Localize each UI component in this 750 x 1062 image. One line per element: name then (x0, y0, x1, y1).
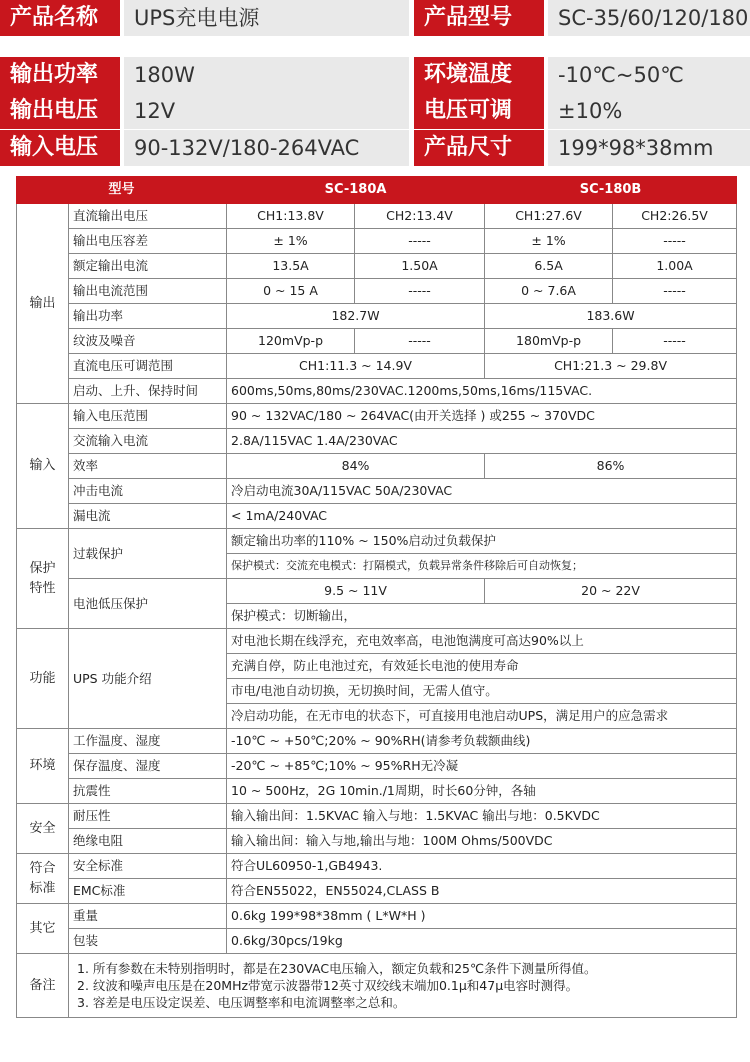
product-summary (0, 0, 750, 166)
category-notes: 备注 (17, 954, 69, 1018)
table-row (17, 204, 737, 229)
cell: 1.00A (613, 254, 737, 279)
row-label: 输出电流范围 (69, 279, 227, 304)
row-label: 输出功率 (69, 304, 227, 329)
row-label: EMC标准 (69, 879, 227, 904)
cell: CH1:21.3 ~ 29.8V (485, 354, 737, 379)
model-b-header: SC-180B (485, 177, 737, 204)
summary-value: 90-132V/180-264VAC (124, 130, 409, 166)
note-line: 3. 容差是电压设定误差、电压调整率和电流调整率之总和。 (77, 995, 406, 1010)
row-label: 额定输出电流 (69, 254, 227, 279)
summary-row (0, 130, 750, 166)
model-a-header: SC-180A (227, 177, 485, 204)
note-line: 1. 所有参数在未特别指明时，都是在230VAC电压输入，额定负载和25℃条件下测量所得值。 (77, 961, 597, 976)
table-row (17, 454, 737, 479)
category-standards (17, 854, 69, 904)
table-row (17, 929, 737, 954)
row-label: 直流输出电压 (69, 204, 227, 229)
cell: 86% (485, 454, 737, 479)
table-row (17, 429, 737, 454)
notes-cell (69, 954, 737, 1018)
table-row (17, 854, 737, 879)
summary-value: UPS充电电源 (124, 0, 409, 36)
cell: 对电池长期在线浮充，充电效率高，电池饱满度可高达90%以上 (227, 629, 737, 654)
summary-label: 产品型号 (414, 0, 544, 36)
cell: 183.6W (485, 304, 737, 329)
table-row (17, 729, 737, 754)
table-row (17, 379, 737, 404)
cell: 0 ~ 15 A (227, 279, 355, 304)
cell: 0.6kg/30pcs/19kg (227, 929, 737, 954)
table-row (17, 354, 737, 379)
row-label: 过载保护 (69, 529, 227, 579)
cell: CH1:13.8V (227, 204, 355, 229)
summary-value: 199*98*38mm (548, 130, 750, 166)
cell: CH1:27.6V (485, 204, 613, 229)
summary-row (0, 93, 750, 129)
summary-label: 环境温度 (414, 57, 544, 93)
row-label: 直流电压可调范围 (69, 354, 227, 379)
category-safety: 安全 (17, 804, 69, 854)
cell: 输入输出间：输入与地,输出与地：100M Ohms/500VDC (227, 829, 737, 854)
table-row (17, 229, 737, 254)
summary-label: 输出功率 (0, 57, 120, 93)
category-input: 输入 (17, 404, 69, 529)
table-row (17, 754, 737, 779)
row-label: 安全标准 (69, 854, 227, 879)
cell: CH2:26.5V (613, 204, 737, 229)
row-label: 重量 (69, 904, 227, 929)
row-label: 抗震性 (69, 779, 227, 804)
row-label: 效率 (69, 454, 227, 479)
cell: 20 ~ 22V (485, 579, 737, 604)
table-row (17, 529, 737, 554)
cell: -10℃ ~ +50℃;20% ~ 90%RH(请参考负载额曲线) (227, 729, 737, 754)
summary-value: -10℃~50℃ (548, 57, 750, 93)
row-label: 工作温度、湿度 (69, 729, 227, 754)
cell: 2.8A/115VAC 1.4A/230VAC (227, 429, 737, 454)
cell: 1.50A (355, 254, 485, 279)
cell: 额定输出功率的110% ~ 150%启动过负载保护 (227, 529, 737, 554)
table-row (17, 829, 737, 854)
category-output: 输出 (17, 204, 69, 404)
cell: CH2:13.4V (355, 204, 485, 229)
cell: ----- (355, 279, 485, 304)
cell: ----- (613, 329, 737, 354)
cell: 0.6kg 199*98*38mm ( L*W*H ) (227, 904, 737, 929)
cell: ----- (355, 229, 485, 254)
table-row (17, 279, 737, 304)
row-label: 包装 (69, 929, 227, 954)
table-header-row (17, 177, 737, 204)
cell: 充满自停，防止电池过充，有效延长电池的使用寿命 (227, 654, 737, 679)
row-label: 纹波及噪音 (69, 329, 227, 354)
cell: ± 1% (485, 229, 613, 254)
summary-row (0, 57, 750, 93)
summary-label: 输入电压 (0, 130, 120, 166)
cell: 182.7W (227, 304, 485, 329)
category-protection (17, 529, 69, 629)
table-row (17, 329, 737, 354)
category-standards-line1: 符合 (29, 860, 56, 876)
category-protection-line1: 保护 (29, 560, 56, 576)
cell: 9.5 ~ 11V (227, 579, 485, 604)
cell: ± 1% (227, 229, 355, 254)
table-row (17, 254, 737, 279)
row-label: 漏电流 (69, 504, 227, 529)
cell: 符合EN55022，EN55024,CLASS B (227, 879, 737, 904)
cell: 市电/电池自动切换，无切换时间，无需人值守。 (227, 679, 737, 704)
spec-table (16, 176, 737, 1018)
row-label: 保存温度、湿度 (69, 754, 227, 779)
row-label: 绝缘电阻 (69, 829, 227, 854)
table-row (17, 779, 737, 804)
cell: 84% (227, 454, 485, 479)
cell: 保护模式：交流充电模式：打隔模式，负载异常条件移除后可自动恢复； (227, 554, 737, 579)
row-label: 耐压性 (69, 804, 227, 829)
cell: 13.5A (227, 254, 355, 279)
cell: CH1:11.3 ~ 14.9V (227, 354, 485, 379)
table-row (17, 804, 737, 829)
table-row (17, 304, 737, 329)
row-label: 输入电压范围 (69, 404, 227, 429)
summary-value: ±10% (548, 93, 750, 129)
summary-value: 12V (124, 93, 409, 129)
table-row (17, 579, 737, 604)
model-header: 型号 (17, 177, 227, 204)
note-line: 2. 纹波和噪声电压是在20MHz带宽示波器带12英寸双绞线末端加0.1μ和47μ电容时测得。 (77, 978, 579, 993)
cell: ----- (613, 229, 737, 254)
cell: 0 ~ 7.6A (485, 279, 613, 304)
category-protection-line2: 特性 (29, 580, 56, 596)
table-row (17, 904, 737, 929)
cell: 90 ~ 132VAC/180 ~ 264VAC(由开关选择 ) 或255 ~ 370VDC (227, 404, 737, 429)
category-function: 功能 (17, 629, 69, 729)
table-row (17, 629, 737, 654)
summary-label: 产品名称 (0, 0, 120, 36)
summary-label: 输出电压 (0, 93, 120, 129)
cell: 180mVp-p (485, 329, 613, 354)
row-label: UPS 功能介绍 (69, 629, 227, 729)
cell: ----- (355, 329, 485, 354)
cell: 冷启动功能，在无市电的状态下，可直接用电池启动UPS，满足用户的应急需求 (227, 704, 737, 729)
row-label: 启动、上升、保持时间 (69, 379, 227, 404)
cell: < 1mA/240VAC (227, 504, 737, 529)
cell: 输入输出间：1.5KVAC 输入与地：1.5KVAC 输出与地：0.5KVDC (227, 804, 737, 829)
category-environment: 环境 (17, 729, 69, 804)
table-row (17, 479, 737, 504)
cell: 保护模式：切断输出， (227, 604, 737, 629)
summary-label: 产品尺寸 (414, 130, 544, 166)
row-label: 电池低压保护 (69, 579, 227, 629)
cell: 6.5A (485, 254, 613, 279)
cell: ----- (613, 279, 737, 304)
cell: 120mVp-p (227, 329, 355, 354)
row-label: 冲击电流 (69, 479, 227, 504)
category-other: 其它 (17, 904, 69, 954)
row-label: 输出电压容差 (69, 229, 227, 254)
table-row (17, 504, 737, 529)
summary-label: 电压可调 (414, 93, 544, 129)
cell: 冷启动电流30A/115VAC 50A/230VAC (227, 479, 737, 504)
cell: 600ms,50ms,80ms/230VAC.1200ms,50ms,16ms/115VAC. (227, 379, 737, 404)
cell: -20℃ ~ +85℃;10% ~ 95%RH无冷凝 (227, 754, 737, 779)
cell: 符合UL60950-1,GB4943. (227, 854, 737, 879)
row-label: 交流输入电流 (69, 429, 227, 454)
summary-row (0, 0, 750, 36)
cell: 10 ~ 500Hz，2G 10min./1周期，时长60分钟，各轴 (227, 779, 737, 804)
table-row (17, 879, 737, 904)
table-row (17, 404, 737, 429)
table-row (17, 954, 737, 1018)
category-standards-line2: 标准 (29, 880, 56, 896)
summary-value: SC-35/60/120/180 (548, 0, 750, 36)
summary-value: 180W (124, 57, 409, 93)
